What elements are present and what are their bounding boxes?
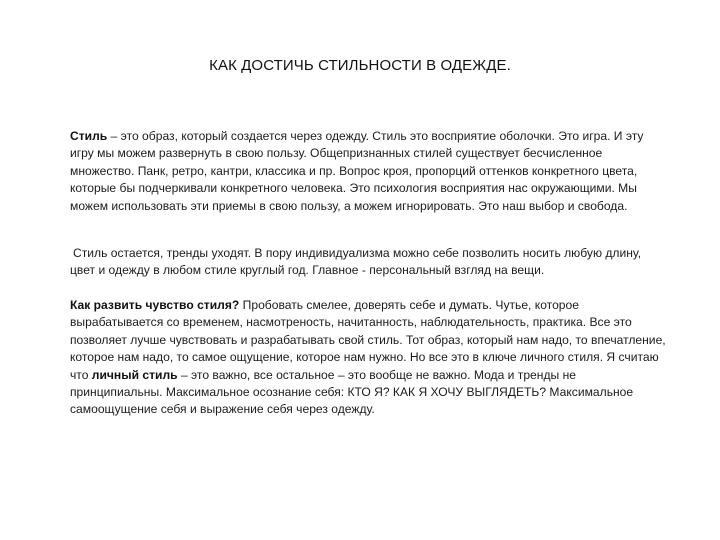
page-title: КАК ДОСТИЧЬ СТИЛЬНОСТИ В ОДЕЖДЕ. <box>209 57 511 74</box>
paragraph-style-definition-text: – это образ, который создается через одежду. Стиль это восприятие оболочки. Это игра. И эту игру мы можем развернуть в свою пользу. Общепризнанных стилей существует бесчисленное множество. Панк, ретро, кантри, классика и пр. Вопрос кроя, пропорций оттенков конкретного цвета, которые бы подчеркивали конкретного человека. Это психология восприятия нас окружающими. Мы можем использовать эти приемы в свою пользу, а можем игнорировать. Это наш выбор и свобода. <box>70 129 644 213</box>
paragraph-style-vs-trends <box>70 245 666 280</box>
question-develop-style: Как развить чувство стиля? <box>70 298 240 312</box>
paragraph-style-definition <box>70 128 666 215</box>
term-style: Стиль <box>70 129 108 143</box>
paragraph-develop-style <box>70 297 666 419</box>
paragraph-develop-style-text-2: – это важно, все остальное – это вообще не важно. Мода и тренды не принципиальны. Максимальное осознание себя: КТО Я? КАК Я ХОЧУ ВЫГЛЯДЕТЬ? Максимальное самоощущение себя и выражение себя через одежду. <box>70 367 634 417</box>
paragraph-develop-style-text-1: Пробовать смелее, доверять себе и думать. Чутье, которое вырабатывается со временем, насмотреность, начитанность, наблюдательность, практика. Все это позволяет лучше чувствовать и разрабатывать свой стиль. Тот образ, который нам надо, то впечатление, которое нам надо, то самое ощущение, которое нам нужно. Но все это в ключе личного стиля. Я считаю что <box>70 298 666 382</box>
term-personal-style: личный стиль <box>91 367 178 382</box>
paragraph-style-vs-trends-text: Стиль остается, тренды уходят. В пору индивидуализма можно себе позволить носить любую длину, цвет и одежду в любом стиле круглый год. Главное - персональный взгляд на вещи. <box>70 246 642 278</box>
